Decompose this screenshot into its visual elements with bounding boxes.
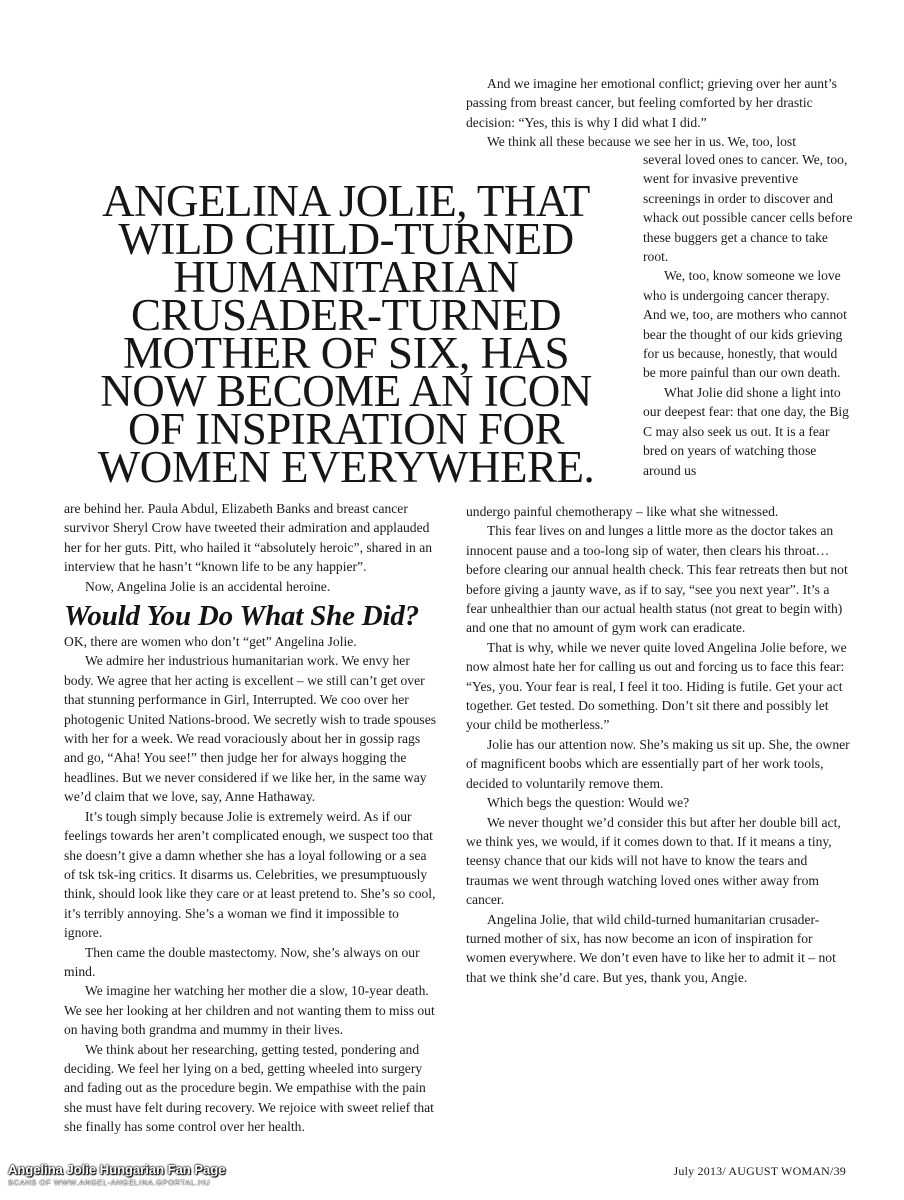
- watermark: [8, 1162, 225, 1187]
- pull-quote: ANGELINA JOLIE, THAT WILD CHILD-TURNED HUMANITARIAN CRUSADER-TURNED MOTHER OF SIX, HAS NOW BECOME AN ICON OF INSPIRATION FOR WOMEN EVERYWHERE.: [97, 176, 595, 492]
- section-heading: Would You Do What She Did?: [64, 600, 419, 633]
- page-footer: July 2013/ AUGUST WOMAN/39: [673, 1164, 846, 1178]
- paragraph: We think about her researching, getting tested, pondering and deciding. We feel her lying on a bed, getting wheeled into surgery and fading out as the procedure begin. We empathise with the pain she must have felt during recovery. We rejoice with sweet relief that she finally has some control over her health.: [64, 1041, 434, 1135]
- paragraph: undergo painful chemotherapy – like what she witnessed.: [466, 504, 779, 519]
- paragraph: Which begs the question: Would we?: [487, 795, 690, 811]
- paragraph: several loved ones to cancer. We, too, went for invasive preventive screenings in order to discover and whack out possible cancer cells before these buggers get a chance to take root.: [643, 152, 853, 265]
- paragraph: We admire her industrious humanitarian work. We envy her body. We agree that her acting is excellent – we still can’t get over that stunning performance in Girl, Interrupted. We coo over her photogenic United Nations-brood. We secretly wish to trade spouses with her for a week. We read voraciously about her in gossip rags and go, “Aha! You see!” then judge her for always hogging the headlines. But we never considered if we like her, in the same way we’d claim that we love, say, Anne Hathaway.: [64, 653, 437, 805]
- paragraph: And we imagine her emotional conflict; grieving over her aunt’s passing from breast cancer, but feeling comforted by her drastic decision: “Yes, this is why I did what I did.”: [466, 76, 837, 130]
- paragraph: OK, there are women who don’t “get” Angelina Jolie.: [64, 634, 357, 650]
- paragraph: We never thought we’d consider this but after her double bill act, we think yes, we would, if it comes down to that. If it means a tiny, teensy chance that our kids will not have to know the tears and traumas we went through watching loved ones wither away from cancer.: [466, 814, 841, 908]
- paragraph: Angelina Jolie, that wild child-turned humanitarian crusader-turned mother of six, has now become an icon of inspiration for women everywhere. We don’t even have to like her to admit it – not that we think she’d care. But yes, thank you, Angie.: [466, 911, 836, 985]
- paragraph: What Jolie did shone a light into our deepest fear: that one day, the Big C may also seek us out. It is a fear bred on years of watching those around us: [643, 384, 849, 478]
- paragraph: are behind her. Paula Abdul, Elizabeth Banks and breast cancer survivor Sheryl Crow have tweeted their admiration and applauded her for her guts. Pitt, who hailed it “absolutely heroic”, shared in an interview that he hasn’t “known life to be any happier”.: [64, 501, 433, 575]
- right-column-narrow: [643, 150, 853, 480]
- right-column-bottom: [466, 502, 850, 987]
- paragraph: We, too, know someone we love who is undergoing cancer therapy. And we, too, are mothers who cannot bear the thought of our kids grieving for us because, honestly, that would be more painful than our own death.: [643, 268, 847, 381]
- paragraph: Now, Angelina Jolie is an accidental heroine.: [85, 578, 331, 594]
- paragraph: It’s tough simply because Jolie is extremely weird. As if our feelings towards her aren’t complicated enough, we suspect too that she doesn’t give a damn whether she has a loyal following or a sea of tsk tsk-ing critics. It disarms us. Celebrities, we presumptuously think, should look like they care or at least pretend to. She’s so cool, it’s terribly annoying. She’s a woman we find it impossible to ignore.: [64, 808, 436, 941]
- paragraph: Then came the double mastectomy. Now, she’s always on our mind.: [64, 944, 420, 979]
- paragraph: We think all these because we see her in us. We, too, lost: [487, 134, 796, 150]
- paragraph: Jolie has our attention now. She’s making us sit up. She, the owner of magnificent boobs which are essentially part of her work tools, decided to voluntarily remove them.: [466, 736, 850, 791]
- paragraph: This fear lives on and lunges a little more as the doctor takes an innocent pause and a too-long sip of water, then clears his throat…before clearing our annual health check. This fear retreats then but not before giving a jaunty wave, as if to say, “see you next year”. It’s a fear unhealthier than our actual health status (not great to begin with) and one that no amount of gym work can eradicate.: [466, 523, 848, 636]
- left-column: [64, 499, 440, 1137]
- paragraph: We imagine her watching her mother die a slow, 10-year death. We see her looking at her children and not wanting them to miss out on having both grandma and mummy in their lives.: [64, 983, 435, 1038]
- watermark-subtitle: SCANS OF WWW.ANGEL-ANGELINA.GPORTAL.HU: [8, 1178, 211, 1187]
- watermark-title: Angelina Jolie Hungarian Fan Page: [8, 1162, 226, 1177]
- right-column-top: [466, 74, 850, 152]
- paragraph: That is why, while we never quite loved Angelina Jolie before, we now almost hate her for calling us out and forcing us to face this fear: “Yes, you. Your fear is real, I feel it too. Hiding is futile. Get your act together. Get tested. Do something. Don’t sit there and possibly let your child be motherless.”: [466, 639, 847, 733]
